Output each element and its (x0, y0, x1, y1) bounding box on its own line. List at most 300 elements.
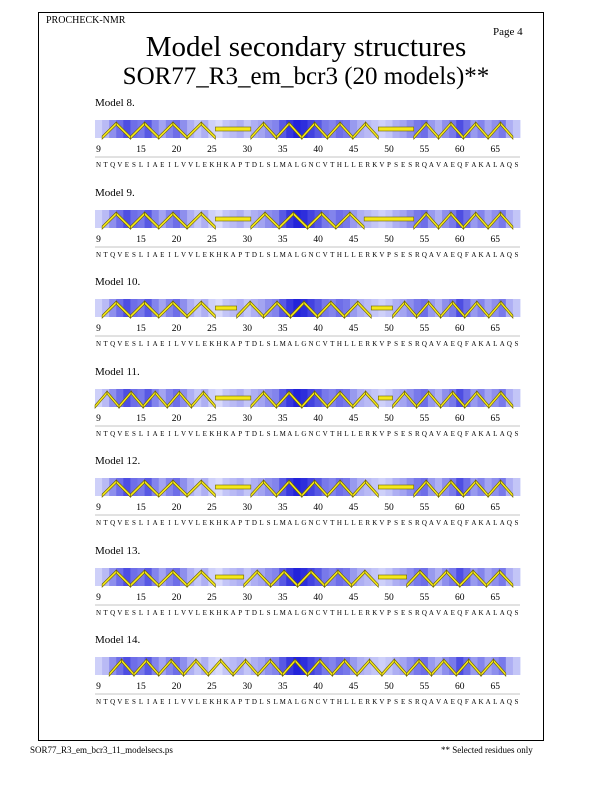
residue-letter: L (259, 250, 264, 259)
residue-letter: R (414, 608, 420, 617)
residue-letter: N (96, 250, 102, 259)
coil-segment (215, 396, 250, 400)
residue-letter: A (499, 519, 505, 527)
residue-letter: H (336, 340, 342, 348)
residue-letter: D (251, 250, 257, 259)
residue-letter: P (387, 161, 391, 169)
structure-track (0, 276, 612, 356)
tick-label: 20 (171, 234, 182, 245)
residue-letter: S (132, 608, 136, 617)
residue-letter: R (365, 429, 371, 438)
residue-letter: L (351, 429, 356, 438)
residue-letter: H (336, 250, 342, 259)
residue-letter: A (443, 429, 449, 438)
residue-letter: L (174, 608, 179, 617)
tick-label: 65 (490, 145, 500, 155)
residue-letter: P (387, 250, 391, 259)
residue-letter: L (493, 161, 498, 169)
residue-letter: K (223, 608, 229, 617)
residue-letter: H (216, 698, 222, 706)
residue-letter: A (499, 608, 505, 617)
residue-letter: A (443, 161, 449, 169)
residue-letter: L (294, 698, 300, 706)
structure-track (0, 366, 612, 446)
residue-letter: E (124, 340, 130, 348)
residue-letter: T (103, 519, 108, 527)
residue-letter: E (450, 608, 455, 617)
residue-letter: L (294, 519, 300, 527)
residue-letter: A (485, 429, 491, 438)
residue-letter: P (238, 698, 243, 706)
residue-letter: A (287, 161, 293, 169)
tick-label: 30 (242, 682, 253, 692)
residue-letter: L (195, 250, 200, 259)
residue-letter: A (485, 340, 491, 348)
residue-letter: E (400, 519, 406, 527)
coil-segment (215, 306, 236, 310)
residue-letter: E (358, 429, 363, 438)
program-name: PROCHECK-NMR (46, 15, 126, 26)
residue-letter: V (117, 519, 123, 527)
tick-label: 45 (348, 234, 359, 245)
shade-cell (102, 657, 109, 675)
residue-letter: L (294, 250, 300, 259)
residue-letter: D (251, 429, 257, 438)
residue-letter: S (408, 519, 413, 527)
residue-letter: L (174, 698, 179, 706)
residue-letter: A (152, 519, 158, 527)
tick-label: 25 (207, 234, 217, 245)
residue-letter: A (428, 608, 434, 617)
tick-label: 55 (419, 145, 430, 155)
residue-letter: A (499, 250, 505, 259)
residue-letter: M (279, 429, 286, 438)
residue-letter: A (485, 519, 491, 527)
residue-letter: A (152, 608, 158, 617)
coil-segment (215, 575, 243, 579)
tick-label: 25 (207, 413, 217, 424)
tick-label: 40 (313, 324, 323, 334)
tick-label: 25 (207, 682, 217, 692)
residue-letter: H (216, 429, 222, 438)
residue-letter: E (400, 161, 406, 169)
residue-letter: L (294, 340, 300, 348)
residue-letter: Q (457, 698, 463, 706)
residue-letter: E (202, 340, 207, 348)
residue-letter: E (450, 698, 455, 706)
residue-letter: S (266, 429, 271, 438)
shade-cell (95, 120, 102, 138)
residue-letter: V (181, 608, 187, 617)
tick-label: 15 (136, 234, 146, 245)
residue-letter: V (117, 250, 123, 259)
residue-letter: S (408, 698, 413, 706)
residue-letter: R (414, 340, 420, 348)
residue-letter: I (168, 608, 171, 617)
tick-label: 35 (277, 145, 288, 155)
residue-letter: P (387, 698, 391, 706)
residue-letter: I (146, 161, 150, 169)
residue-letter: R (414, 161, 420, 169)
residue-letter: S (514, 250, 519, 259)
residue-letter: T (330, 608, 335, 617)
residue-letter: Q (506, 250, 512, 259)
residue-letter: K (209, 340, 215, 348)
tick-label: 50 (384, 324, 394, 334)
residue-letter: V (322, 519, 328, 527)
residue-letter: A (471, 161, 477, 169)
residue-letter: E (450, 161, 455, 169)
residue-letter: A (443, 340, 449, 348)
residue-letter: D (251, 340, 257, 348)
residue-letter: A (443, 250, 449, 259)
residue-letter: V (322, 161, 328, 169)
tick-label: 60 (455, 503, 465, 513)
residue-letter: A (230, 250, 236, 259)
residue-letter: I (168, 429, 171, 438)
tick-label: 30 (242, 324, 253, 334)
residue-letter: L (259, 340, 264, 348)
residue-letter: L (351, 340, 356, 348)
residue-letter: L (259, 698, 264, 706)
residue-letter: Q (457, 340, 463, 348)
shade-cell (95, 478, 102, 496)
shade-cell (513, 299, 520, 317)
residue-letter: V (188, 340, 194, 348)
residue-letter: T (330, 161, 335, 169)
tick-label: 9 (96, 324, 101, 334)
residue-letter: K (372, 340, 378, 348)
residue-letter: S (514, 340, 519, 348)
residue-letter: Q (421, 429, 427, 438)
residue-letter: R (414, 429, 420, 438)
tick-label: 35 (277, 503, 288, 513)
residue-letter: A (152, 250, 158, 259)
tick-label: 15 (136, 503, 146, 513)
residue-letter: T (103, 429, 108, 438)
tick-label: 25 (207, 145, 217, 155)
residue-letter: A (428, 698, 434, 706)
tick-label: 25 (207, 592, 217, 603)
residue-letter: Q (110, 608, 116, 617)
residue-letter: L (344, 340, 349, 348)
tick-label: 60 (455, 145, 465, 155)
tick-label: 50 (384, 234, 394, 245)
tick-label: 35 (277, 592, 288, 603)
residue-letter: Q (457, 429, 463, 438)
residue-letter: A (230, 429, 236, 438)
residue-letter: K (478, 519, 484, 527)
residue-letter: A (152, 161, 158, 169)
tick-label: 40 (313, 592, 323, 603)
tick-label: 55 (419, 234, 430, 245)
residue-letter: E (160, 429, 165, 438)
residue-letter: A (471, 698, 477, 706)
residue-letter: V (322, 608, 328, 617)
residue-letter: M (279, 161, 286, 169)
residue-letter: V (322, 698, 328, 706)
residue-letter: E (450, 519, 455, 527)
residue-letter: L (195, 698, 200, 706)
tick-label: 45 (348, 413, 359, 424)
model-block (0, 455, 612, 535)
residue-letter: V (117, 698, 123, 706)
residue-letter: V (117, 429, 123, 438)
residue-letter: E (358, 608, 363, 617)
residue-letter: S (132, 250, 136, 259)
shade-cell (513, 120, 520, 138)
tick-label: 45 (348, 324, 359, 334)
model-block (0, 545, 612, 625)
residue-letter: K (223, 340, 229, 348)
residue-letter: A (230, 161, 236, 169)
residue-letter: Q (421, 340, 427, 348)
residue-letter: Q (457, 250, 463, 259)
residue-letter: A (287, 519, 293, 527)
residue-letter: K (372, 698, 378, 706)
residue-letter: C (315, 429, 321, 438)
residue-letter: A (230, 698, 236, 706)
residue-letter: K (478, 698, 484, 706)
residue-letter: V (117, 340, 123, 348)
residue-letter: C (315, 340, 321, 348)
residue-letter: L (273, 608, 278, 617)
shade-cell (506, 657, 513, 675)
tick-label: 60 (455, 413, 465, 424)
residue-letter: P (238, 250, 243, 259)
residue-letter: L (138, 429, 144, 438)
residue-letter: M (279, 340, 286, 348)
residue-letter: A (499, 340, 505, 348)
residue-letter: L (344, 608, 349, 617)
residue-letter: H (216, 250, 222, 259)
residue-letter: P (387, 340, 391, 348)
residue-letter: E (450, 340, 455, 348)
residue-letter: V (181, 698, 187, 706)
residue-letter: K (478, 161, 484, 169)
residue-letter: P (238, 429, 243, 438)
residue-letter: G (301, 698, 307, 706)
tick-label: 15 (136, 324, 146, 334)
residue-letter: Q (506, 608, 512, 617)
residue-letter: E (202, 698, 207, 706)
residue-letter: S (266, 340, 271, 348)
residue-letter: N (308, 250, 314, 259)
residue-letter: S (132, 698, 136, 706)
model-label: Model 9. (95, 186, 135, 199)
residue-letter: V (379, 608, 385, 617)
tick-label: 65 (490, 234, 500, 245)
tick-label: 9 (96, 682, 101, 692)
tick-label: 9 (96, 592, 101, 603)
residue-letter: G (301, 429, 307, 438)
residue-letter: H (216, 340, 222, 348)
residue-letter: L (174, 429, 179, 438)
residue-letter: R (365, 250, 371, 259)
residue-letter: T (103, 250, 108, 259)
residue-letter: S (394, 429, 398, 438)
residue-letter: E (160, 698, 165, 706)
residue-letter: L (259, 608, 264, 617)
tick-label: 25 (207, 324, 217, 334)
residue-letter: S (394, 161, 398, 169)
residue-letter: I (146, 429, 150, 438)
residue-letter: V (322, 340, 328, 348)
tick-label: 35 (277, 324, 288, 334)
residue-letter: N (308, 340, 314, 348)
residue-letter: P (387, 429, 391, 438)
residue-letter: V (379, 429, 385, 438)
residue-letter: T (245, 519, 250, 527)
residue-letter: T (103, 161, 108, 169)
residue-letter: V (181, 429, 187, 438)
residue-letter: L (273, 519, 278, 527)
residue-letter: E (160, 340, 165, 348)
residue-letter: L (351, 519, 356, 527)
residue-letter: A (485, 698, 491, 706)
tick-label: 60 (455, 234, 465, 245)
model-label: Model 8. (95, 97, 135, 109)
residue-letter: A (428, 340, 434, 348)
residue-letter: A (443, 698, 449, 706)
residue-letter: Q (110, 519, 116, 527)
coil-segment (215, 217, 250, 221)
page-number: Page 4 (493, 26, 523, 38)
residue-letter: A (443, 608, 449, 617)
residue-letter: H (336, 698, 342, 706)
residue-letter: Q (110, 340, 116, 348)
tick-label: 50 (384, 592, 394, 603)
residue-letter: L (273, 698, 278, 706)
residue-letter: R (365, 519, 371, 527)
residue-letter: L (294, 161, 300, 169)
residue-letter: L (273, 429, 278, 438)
tick-label: 9 (96, 503, 101, 513)
residue-letter: A (428, 161, 434, 169)
residue-letter: S (132, 429, 136, 438)
residue-letter: L (493, 519, 498, 527)
residue-letter: S (394, 250, 398, 259)
coil-segment (215, 127, 250, 131)
residue-letter: S (266, 519, 271, 527)
residue-letter: L (351, 698, 356, 706)
residue-letter: P (238, 340, 243, 348)
residue-letter: R (365, 698, 371, 706)
residue-letter: D (251, 608, 257, 617)
residue-letter: P (238, 608, 243, 617)
residue-letter: L (344, 161, 349, 169)
residue-letter: T (330, 429, 335, 438)
tick-label: 65 (490, 503, 500, 513)
residue-letter: F (464, 429, 469, 438)
residue-letter: Q (506, 429, 512, 438)
residue-letter: A (485, 250, 491, 259)
residue-letter: Q (421, 698, 427, 706)
tick-label: 45 (348, 592, 359, 603)
residue-letter: N (308, 698, 314, 706)
residue-letter: S (266, 250, 271, 259)
residue-letter: S (394, 608, 398, 617)
residue-letter: G (301, 161, 307, 169)
residue-letter: E (450, 429, 455, 438)
residue-letter: L (138, 250, 144, 259)
residue-letter: T (103, 340, 108, 348)
residue-letter: V (181, 519, 187, 527)
residue-letter: L (273, 161, 278, 169)
coil-segment (378, 485, 413, 489)
residue-letter: D (251, 519, 257, 527)
residue-letter: A (428, 250, 434, 259)
residue-letter: Q (457, 519, 463, 527)
residue-letter: A (230, 519, 236, 527)
residue-letter: A (230, 608, 236, 617)
residue-letter: Q (421, 161, 427, 169)
tick-label: 40 (313, 413, 323, 424)
residue-letter: L (195, 340, 200, 348)
tick-label: 40 (313, 145, 323, 155)
residue-letter: T (245, 429, 250, 438)
residue-letter: S (394, 519, 398, 527)
residue-letter: L (138, 340, 144, 348)
residue-letter: V (379, 698, 385, 706)
residue-letter: L (174, 250, 179, 259)
residue-letter: E (400, 698, 406, 706)
residue-letter: S (514, 429, 519, 438)
residue-letter: K (209, 608, 215, 617)
residue-letter: N (96, 608, 102, 617)
residue-letter: S (266, 698, 271, 706)
tick-label: 15 (136, 413, 146, 424)
tick-label: 20 (171, 413, 182, 424)
coil-segment (371, 306, 392, 310)
residue-letter: K (223, 519, 229, 527)
tick-label: 65 (490, 592, 500, 603)
residue-letter: T (103, 698, 108, 706)
residue-letter: V (436, 250, 442, 259)
residue-letter: V (322, 250, 328, 259)
residue-letter: L (273, 340, 278, 348)
tick-label: 45 (348, 503, 359, 513)
shade-cell (513, 210, 520, 228)
residue-letter: L (294, 429, 300, 438)
residue-letter: R (414, 519, 420, 527)
residue-letter: L (493, 250, 498, 259)
residue-letter: D (251, 161, 257, 169)
residue-letter: A (471, 519, 477, 527)
residue-letter: R (365, 161, 371, 169)
residue-letter: G (301, 340, 307, 348)
residue-letter: E (400, 608, 406, 617)
residue-letter: Q (110, 161, 116, 169)
residue-letter: R (414, 698, 420, 706)
tick-label: 65 (490, 324, 500, 334)
residue-letter: I (146, 340, 150, 348)
residue-letter: A (499, 161, 505, 169)
residue-letter: E (124, 429, 130, 438)
residue-letter: H (336, 429, 342, 438)
residue-letter: P (238, 161, 243, 169)
residue-letter: E (160, 519, 165, 527)
residue-letter: P (387, 608, 391, 617)
tick-label: 30 (242, 592, 253, 603)
residue-letter: L (195, 161, 200, 169)
residue-letter: V (188, 519, 194, 527)
residue-letter: A (287, 250, 293, 259)
residue-letter: L (138, 519, 144, 527)
residue-letter: E (358, 698, 363, 706)
shade-cell (513, 568, 520, 586)
model-label: Model 14. (95, 634, 141, 646)
